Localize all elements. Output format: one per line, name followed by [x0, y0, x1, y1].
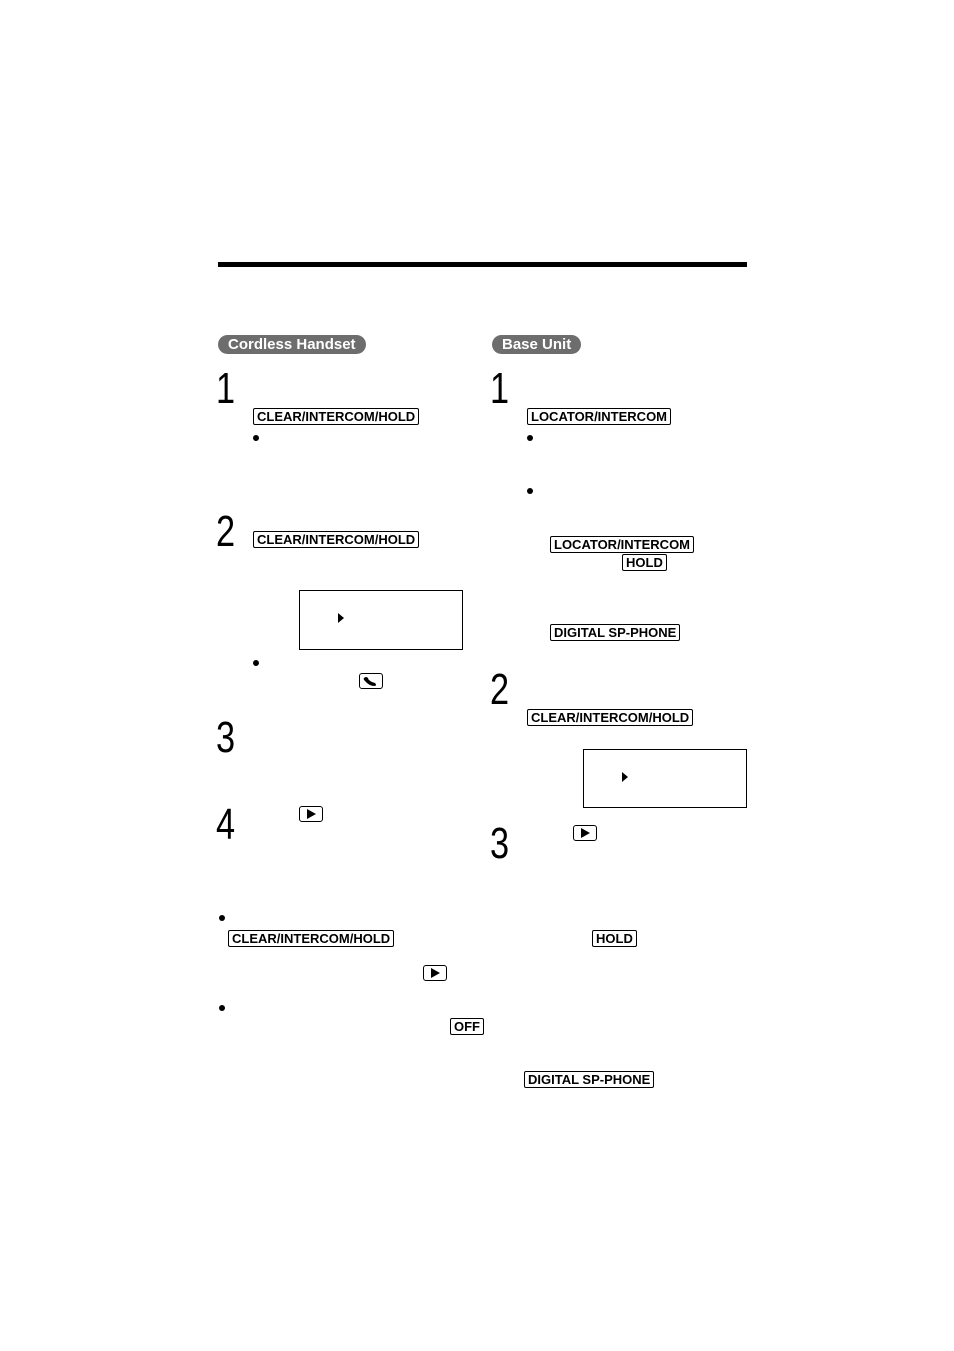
handset-step-2: 2: [216, 507, 236, 556]
play-button[interactable]: [423, 965, 447, 981]
note-clear-intercom-hold-key[interactable]: CLEAR/INTERCOM/HOLD: [228, 930, 394, 947]
display-pointer-icon: [622, 772, 628, 782]
bullet: [219, 915, 225, 921]
base-hold-key[interactable]: HOLD: [622, 554, 667, 571]
cordless-handset-tab: Cordless Handset: [218, 335, 366, 354]
base-unit-tab: Base Unit: [492, 335, 581, 354]
play-icon: [307, 809, 316, 819]
bullet: [527, 435, 533, 441]
handset-step-1: 1: [216, 364, 236, 413]
play-icon: [581, 828, 590, 838]
handset-step-3: 3: [216, 713, 236, 762]
note-hold-key[interactable]: HOLD: [592, 930, 637, 947]
bullet: [253, 435, 259, 441]
base-digital-sp-phone-key[interactable]: DIGITAL SP-PHONE: [550, 624, 680, 641]
base-locator-intercom-key[interactable]: LOCATOR/INTERCOM: [527, 408, 671, 425]
handset-display: [299, 590, 463, 650]
talk-button[interactable]: [359, 673, 383, 689]
bullet: [527, 488, 533, 494]
talk-phone-icon: [363, 675, 379, 687]
play-button[interactable]: [573, 825, 597, 841]
base-clear-intercom-hold-key[interactable]: CLEAR/INTERCOM/HOLD: [527, 709, 693, 726]
handset-step-4: 4: [216, 800, 236, 849]
play-button[interactable]: [299, 806, 323, 822]
base-locator-intercom-key[interactable]: LOCATOR/INTERCOM: [550, 536, 694, 553]
bullet: [253, 660, 259, 666]
handset-clear-intercom-hold-key[interactable]: CLEAR/INTERCOM/HOLD: [253, 531, 419, 548]
note-digital-sp-phone-key[interactable]: DIGITAL SP-PHONE: [524, 1071, 654, 1088]
display-pointer-icon: [338, 613, 344, 623]
base-step-2: 2: [490, 665, 510, 714]
base-display: [583, 749, 747, 808]
play-icon: [431, 968, 440, 978]
off-key[interactable]: OFF: [450, 1018, 484, 1035]
base-step-3: 3: [490, 819, 510, 868]
base-step-1: 1: [490, 364, 510, 413]
bullet: [219, 1005, 225, 1011]
top-rule: [218, 262, 747, 267]
handset-clear-intercom-hold-key[interactable]: CLEAR/INTERCOM/HOLD: [253, 408, 419, 425]
